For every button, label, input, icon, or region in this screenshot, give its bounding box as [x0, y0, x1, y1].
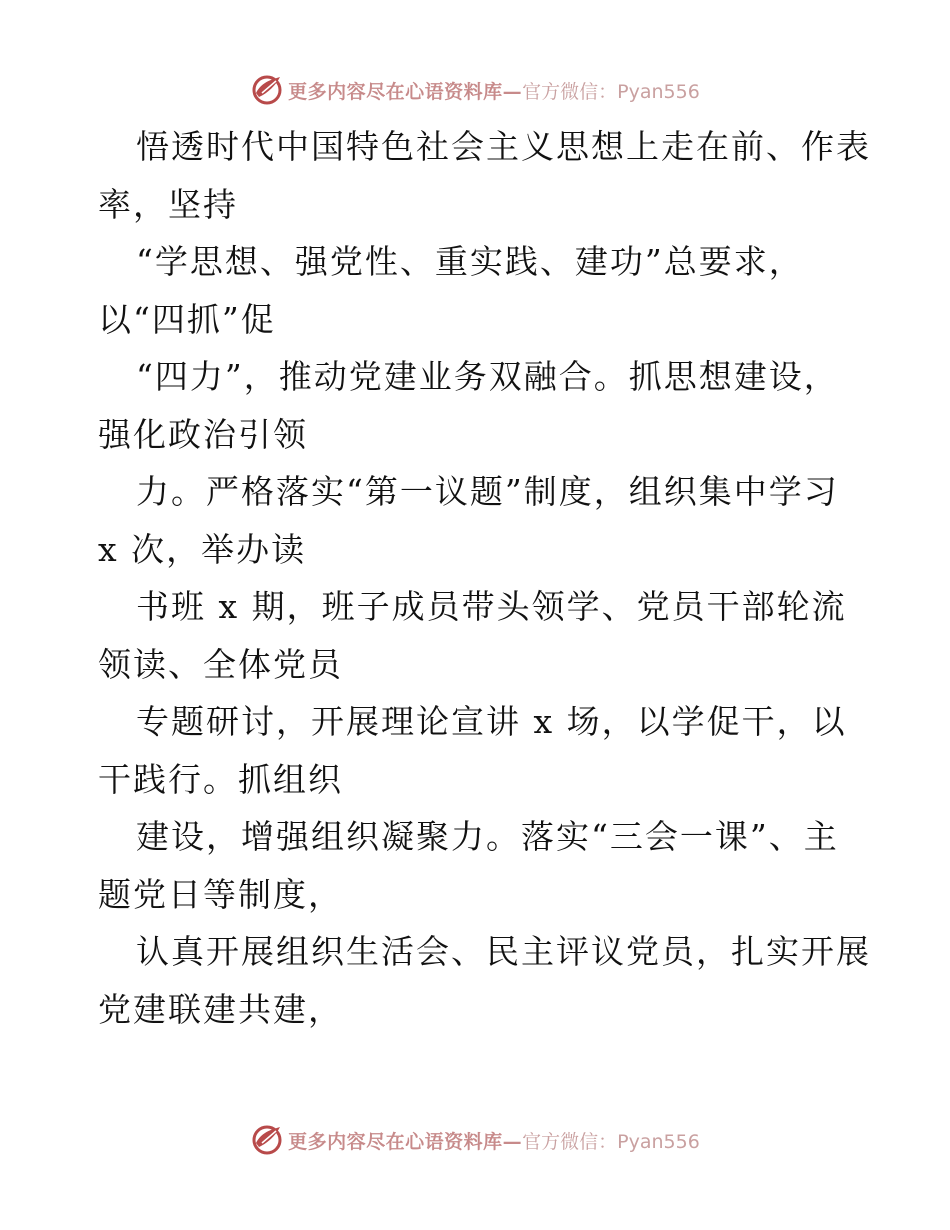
text-line: “四力”，推动党建业务双融合。抓思想建设，	[136, 357, 839, 396]
text-line: 干践行。抓组织	[98, 759, 343, 799]
text-line: 认真开展组织生活会、民主评议党员，扎实开展	[136, 932, 871, 971]
text-line: 领读、全体党员	[98, 644, 343, 684]
watermark-wechat: 官方微信：Pyan556	[522, 80, 700, 103]
text-line: 率，坚持	[98, 184, 238, 224]
text-line: “学思想、强党性、重实践、建功”总要求，	[136, 242, 804, 281]
text-line: 力。严格落实“第一议题”制度，组织集中学习	[136, 472, 839, 511]
footer-watermark	[0, 1120, 950, 1160]
watermark-text: 更多内容尽在心语资料库—	[288, 80, 523, 103]
text-line: 题党日等制度，	[98, 874, 343, 914]
watermark-wechat: 官方微信：Pyan556	[522, 1130, 700, 1153]
text-line: 以“四抓”促	[98, 299, 276, 339]
pen-logo-icon	[250, 73, 284, 107]
text-line: 专题研讨，开展理论宣讲 x 场，以学促干，以	[136, 702, 847, 741]
watermark-text: 更多内容尽在心语资料库—	[288, 1130, 523, 1153]
text-line: 悟透时代中国特色社会主义思想上走在前、作表	[136, 127, 871, 166]
pen-logo-icon	[250, 1123, 284, 1157]
text-line: x 次，举办读	[98, 529, 307, 569]
header-watermark	[0, 70, 950, 110]
text-line: 书班 x 期，班子成员带头领学、党员干部轮流	[136, 587, 847, 626]
text-line: 建设，增强组织凝聚力。落实“三会一课”、主	[136, 817, 839, 856]
text-line: 强化政治引领	[98, 414, 308, 454]
text-line: 党建联建共建，	[98, 989, 343, 1029]
document-body	[98, 118, 878, 1038]
